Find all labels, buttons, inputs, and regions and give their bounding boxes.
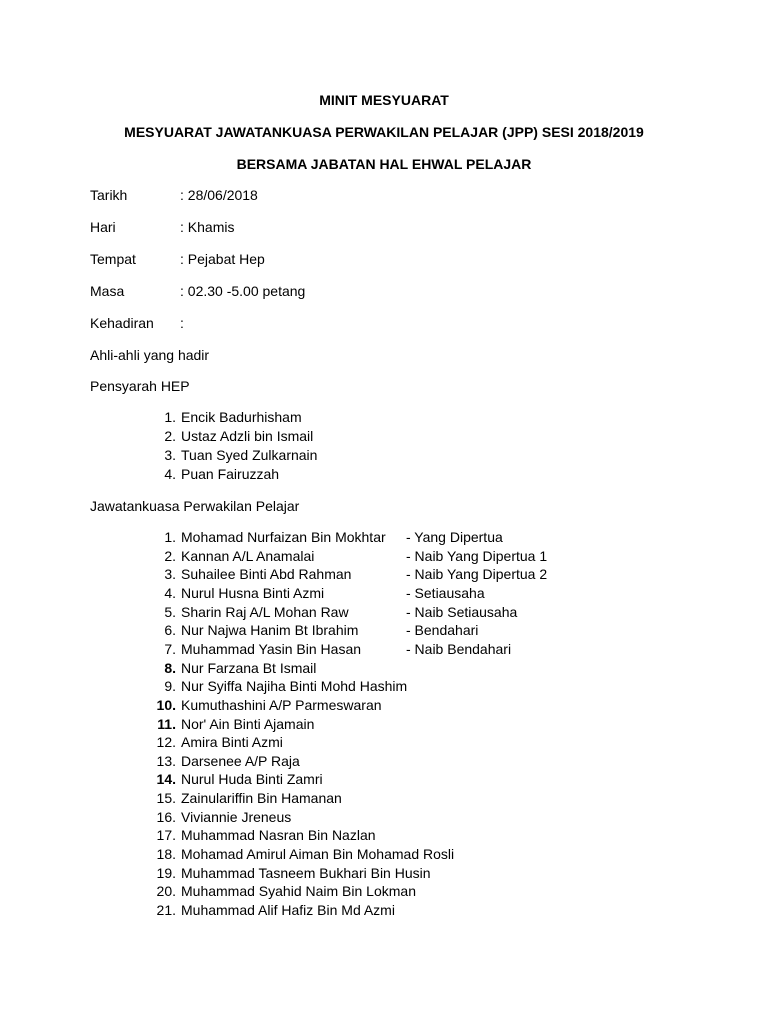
item-name: Nor' Ain Binti Ajamain	[181, 715, 315, 732]
date-label: Tarikh	[90, 187, 128, 203]
item-number: 3.	[164, 447, 176, 463]
item-number: 14.	[156, 771, 176, 788]
item-number: 2.	[164, 547, 176, 564]
document-title: MINIT MESYUARAT	[319, 92, 449, 108]
item-name: Kannan A/L Anamalai	[181, 547, 315, 564]
item-name: Darsenee A/P Raja	[181, 752, 300, 769]
item-role: - Naib Bendahari	[406, 640, 512, 657]
lecturers-heading: Pensyarah HEP	[90, 378, 190, 394]
item-name: Puan Fairuzzah	[181, 466, 280, 482]
item-name: Ustaz Adzli bin Ismail	[181, 428, 314, 444]
item-name: Nur Najwa Hanim Bt Ibrahim	[181, 622, 359, 639]
item-name: Sharin Raj A/L Mohan Raw	[181, 603, 349, 620]
item-number: 16.	[156, 808, 176, 825]
item-name: Muhammad Yasin Bin Hasan	[181, 640, 362, 657]
item-name: Suhailee Binti Abd Rahman	[181, 566, 352, 583]
attendance-label: Kehadiran	[90, 315, 154, 331]
item-name: Muhammad Alif Hafiz Bin Md Azmi	[181, 902, 395, 918]
item-number: 2.	[164, 428, 176, 444]
item-name: Muhammad Nasran Bin Nazlan	[181, 827, 376, 844]
item-role: - Yang Dipertua	[406, 529, 503, 545]
item-name: Nur Farzana Bt Ismail	[181, 659, 317, 676]
day-value: : Khamis	[180, 219, 235, 235]
committee-heading: Jawatankuasa Perwakilan Pelajar	[90, 498, 300, 514]
attendees-intro: Ahli-ahli yang hadir	[90, 347, 210, 363]
item-number: 15.	[156, 790, 176, 807]
date-value: : 28/06/2018	[180, 187, 258, 203]
item-role: - Naib Yang Dipertua 2	[406, 566, 548, 583]
item-name: Encik Badurhisham	[181, 409, 302, 425]
document-subtitle-2: BERSAMA JABATAN HAL EHWAL PELAJAR	[236, 156, 532, 172]
day-label: Hari	[90, 219, 116, 235]
item-number: 7.	[164, 640, 176, 657]
item-name: Nur Syiffa Najiha Binti Mohd Hashim	[181, 678, 408, 695]
place-value: : Pejabat Hep	[180, 251, 265, 267]
item-role: - Setiausaha	[406, 584, 485, 601]
item-number: 5.	[164, 603, 176, 620]
item-name: Viviannie Jreneus	[181, 808, 292, 825]
item-number: 4.	[164, 466, 176, 482]
item-role: - Bendahari	[406, 622, 479, 639]
item-name: Mohamad Nurfaizan Bin Mokhtar	[181, 529, 386, 545]
document-subtitle: MESYUARAT JAWATANKUASA PERWAKILAN PELAJAR (JPP) SESI 2018/2019	[124, 124, 644, 140]
item-number: 4.	[164, 584, 176, 601]
item-number: 17.	[156, 827, 176, 844]
item-name: Mohamad Amirul Aiman Bin Mohamad Rosli	[181, 846, 455, 863]
item-number: 1.	[164, 409, 176, 425]
item-role: - Naib Setiausaha	[406, 603, 518, 620]
item-number: 18.	[156, 846, 176, 863]
item-number: 19.	[156, 864, 176, 881]
item-name: Amira Binti Azmi	[181, 734, 283, 751]
item-number: 13.	[156, 752, 176, 769]
item-number: 12.	[156, 734, 176, 751]
time-value: : 02.30 -5.00 petang	[180, 283, 306, 299]
item-name: Muhammad Tasneem Bukhari Bin Husin	[181, 864, 431, 881]
attendance-value: :	[180, 315, 184, 331]
item-number: 21.	[156, 902, 176, 918]
time-label: Masa	[90, 283, 125, 299]
item-number: 1.	[164, 529, 176, 545]
item-number: 9.	[164, 678, 176, 695]
item-number: 20.	[156, 883, 176, 900]
item-name: Kumuthashini A/P Parmeswaran	[181, 696, 382, 713]
item-name: Tuan Syed Zulkarnain	[181, 447, 318, 463]
item-name: Nurul Huda Binti Zamri	[181, 771, 323, 788]
item-number: 8.	[164, 659, 176, 676]
item-number: 3.	[164, 566, 176, 583]
item-name: Zainulariffin Bin Hamanan	[181, 790, 342, 807]
item-name: Nurul Husna Binti Azmi	[181, 584, 325, 601]
item-number: 10.	[156, 696, 176, 713]
item-number: 6.	[164, 622, 176, 639]
item-role: - Naib Yang Dipertua 1	[406, 547, 548, 564]
item-name: Muhammad Syahid Naim Bin Lokman	[181, 883, 416, 900]
place-label: Tempat	[90, 251, 136, 267]
item-number: 11.	[157, 715, 176, 732]
